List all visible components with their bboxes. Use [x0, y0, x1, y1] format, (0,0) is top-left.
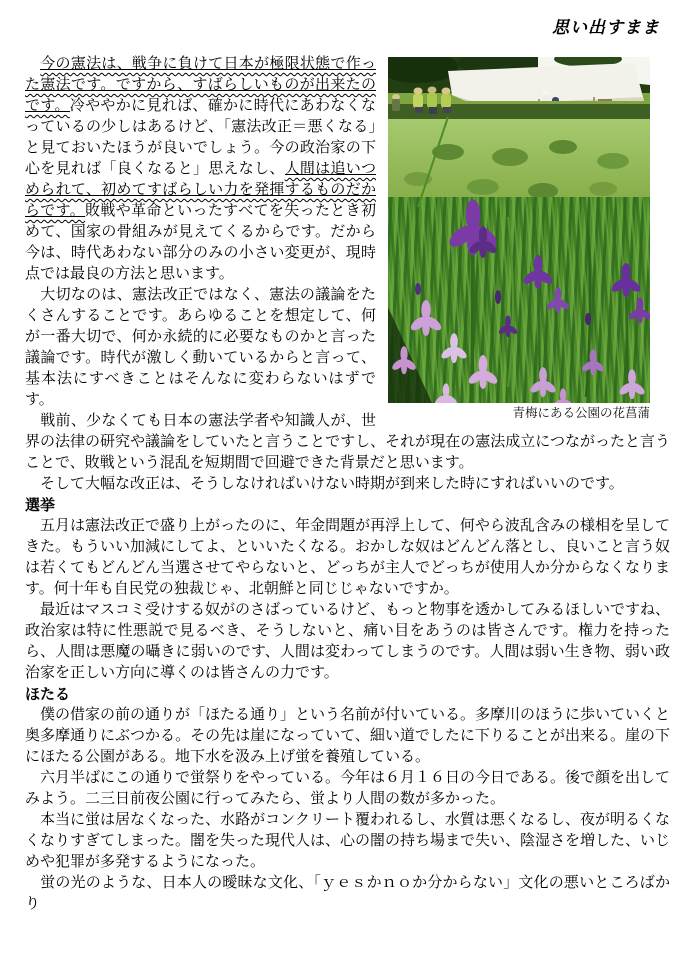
senkyo-paragraph-2: 最近はマスコミ受けする奴がのさばっているけど、もっと物事を透かしてみるほしいですね、政治家は特に性悪説で見るべき、そうしないと、痛い目をあうのは皆さんです。権力を持ったら、人間は悪魔の囁きに弱いのです、人間は変わってしまうのです。人間は弱い生き物、弱い政治家を正しい方向に導くのは皆さんの力です。	[25, 602, 671, 681]
intro-paragraph-2: 大切なのは、憲法改正ではなく、憲法の議論をたくさんすることです。あらゆることを想定して、何が一番大切で、何か永続的に必要なものかと言った議論です。時代が激しく動いているからと言って、基本法にすべきことはそんなに変わらないはずです。	[25, 287, 376, 408]
section-heading-hotaru: ほたる	[25, 686, 71, 703]
hotaru-paragraph-4: 蛍の光のような、日本人の曖昧な文化、「ｙｅｓかｎｏか分からない」文化の悪いところばかり	[25, 875, 670, 912]
page-title: 思い出すまま	[552, 18, 660, 37]
hotaru-paragraph-2: 六月半ばにこの通りで蛍祭りをやっている。今年は６月１６日の今日である。後で顔を出してみよう。二三日前夜公園に行ってみたら、蛍より人間の数が多かった。	[25, 770, 671, 807]
emphasized-text: 人間は追いつめられて、初めてすばらしい力を発揮するものだからです。	[25, 161, 376, 219]
iris-photo	[388, 57, 650, 403]
emphasized-text: 今の憲法は、戦争に負けて日本が極限状態で作った憲法です。ですから、すばらしいものが出来たのです。	[25, 56, 376, 114]
section-heading-senkyo: 選挙	[25, 497, 56, 514]
body-text: 冷ややかに見れば、確かに時代にあわなくなっているの少しはあるけど、「憲法改正＝悪くなる」と見ておいたほうが良いでしょう。今の政治家の下心を見れば「良くなると」思えなし、	[25, 98, 376, 177]
hotaru-paragraph-3: 本当に蛍は居なくなった、水路がコンクリート覆われるし、水質は悪くなるし、夜が明るくなくなりすぎてしまった。闇を失った現代人は、心の闇の持ち場まで失い、陰湿さを増した、いじめや犯罪が多発するようになった。	[25, 812, 671, 870]
indent	[25, 56, 40, 72]
intro-paragraph-3: 戦前、少なくても日本の憲法学者や知識人が、世界の法律の研究や議論をしていたと言うことですし、それが現在の憲法成立につながったと言うことで、敗戦という混乱を短期間で回避できた背景だと思います。	[25, 413, 670, 471]
body-text: 敗戦や革命といったすべてを失ったとき初めて、国家の骨組みが見えてくるからです。だから今は、時代あわない部分のみの小さい変更が、現時点では最良の方法と思います。	[25, 203, 377, 282]
iris-photo-figure	[388, 57, 650, 421]
hotaru-paragraph-1: 僕の借家の前の通りが「ほたる通り」という名前が付いている。多摩川のほうに歩いていくと奥多摩通りにぶつかる。その先は崖になっていて、細い道でしたに下りることが出来る。崖の下にほたる公園がある。地下水を汲み上げ蛍を養殖している。	[25, 707, 671, 765]
section-hotaru	[25, 684, 670, 915]
document-body	[25, 54, 670, 915]
intro-paragraph-4: そして大幅な改正は、そうしなければいけない時期が到来した時にすればいいのです。	[25, 476, 624, 492]
section-senkyo	[25, 495, 670, 684]
senkyo-paragraph-1: 五月は憲法改正で盛り上がったのに、年金問題が再浮上して、何やら波乱含みの様相を呈してきた。もういい加減にしてよ、といいたくなる。おかしな奴はどんどん落とし、良いこと言う奴は若くてもどんどん当選させてやらないと、どっちが主人でどっちが使用人か分からなくなります。何十年も自民党の独裁じゃ、北朝鮮と同じじゃないですか。	[25, 518, 671, 597]
photo-caption: 青梅にある公園の花菖蒲	[512, 406, 650, 420]
